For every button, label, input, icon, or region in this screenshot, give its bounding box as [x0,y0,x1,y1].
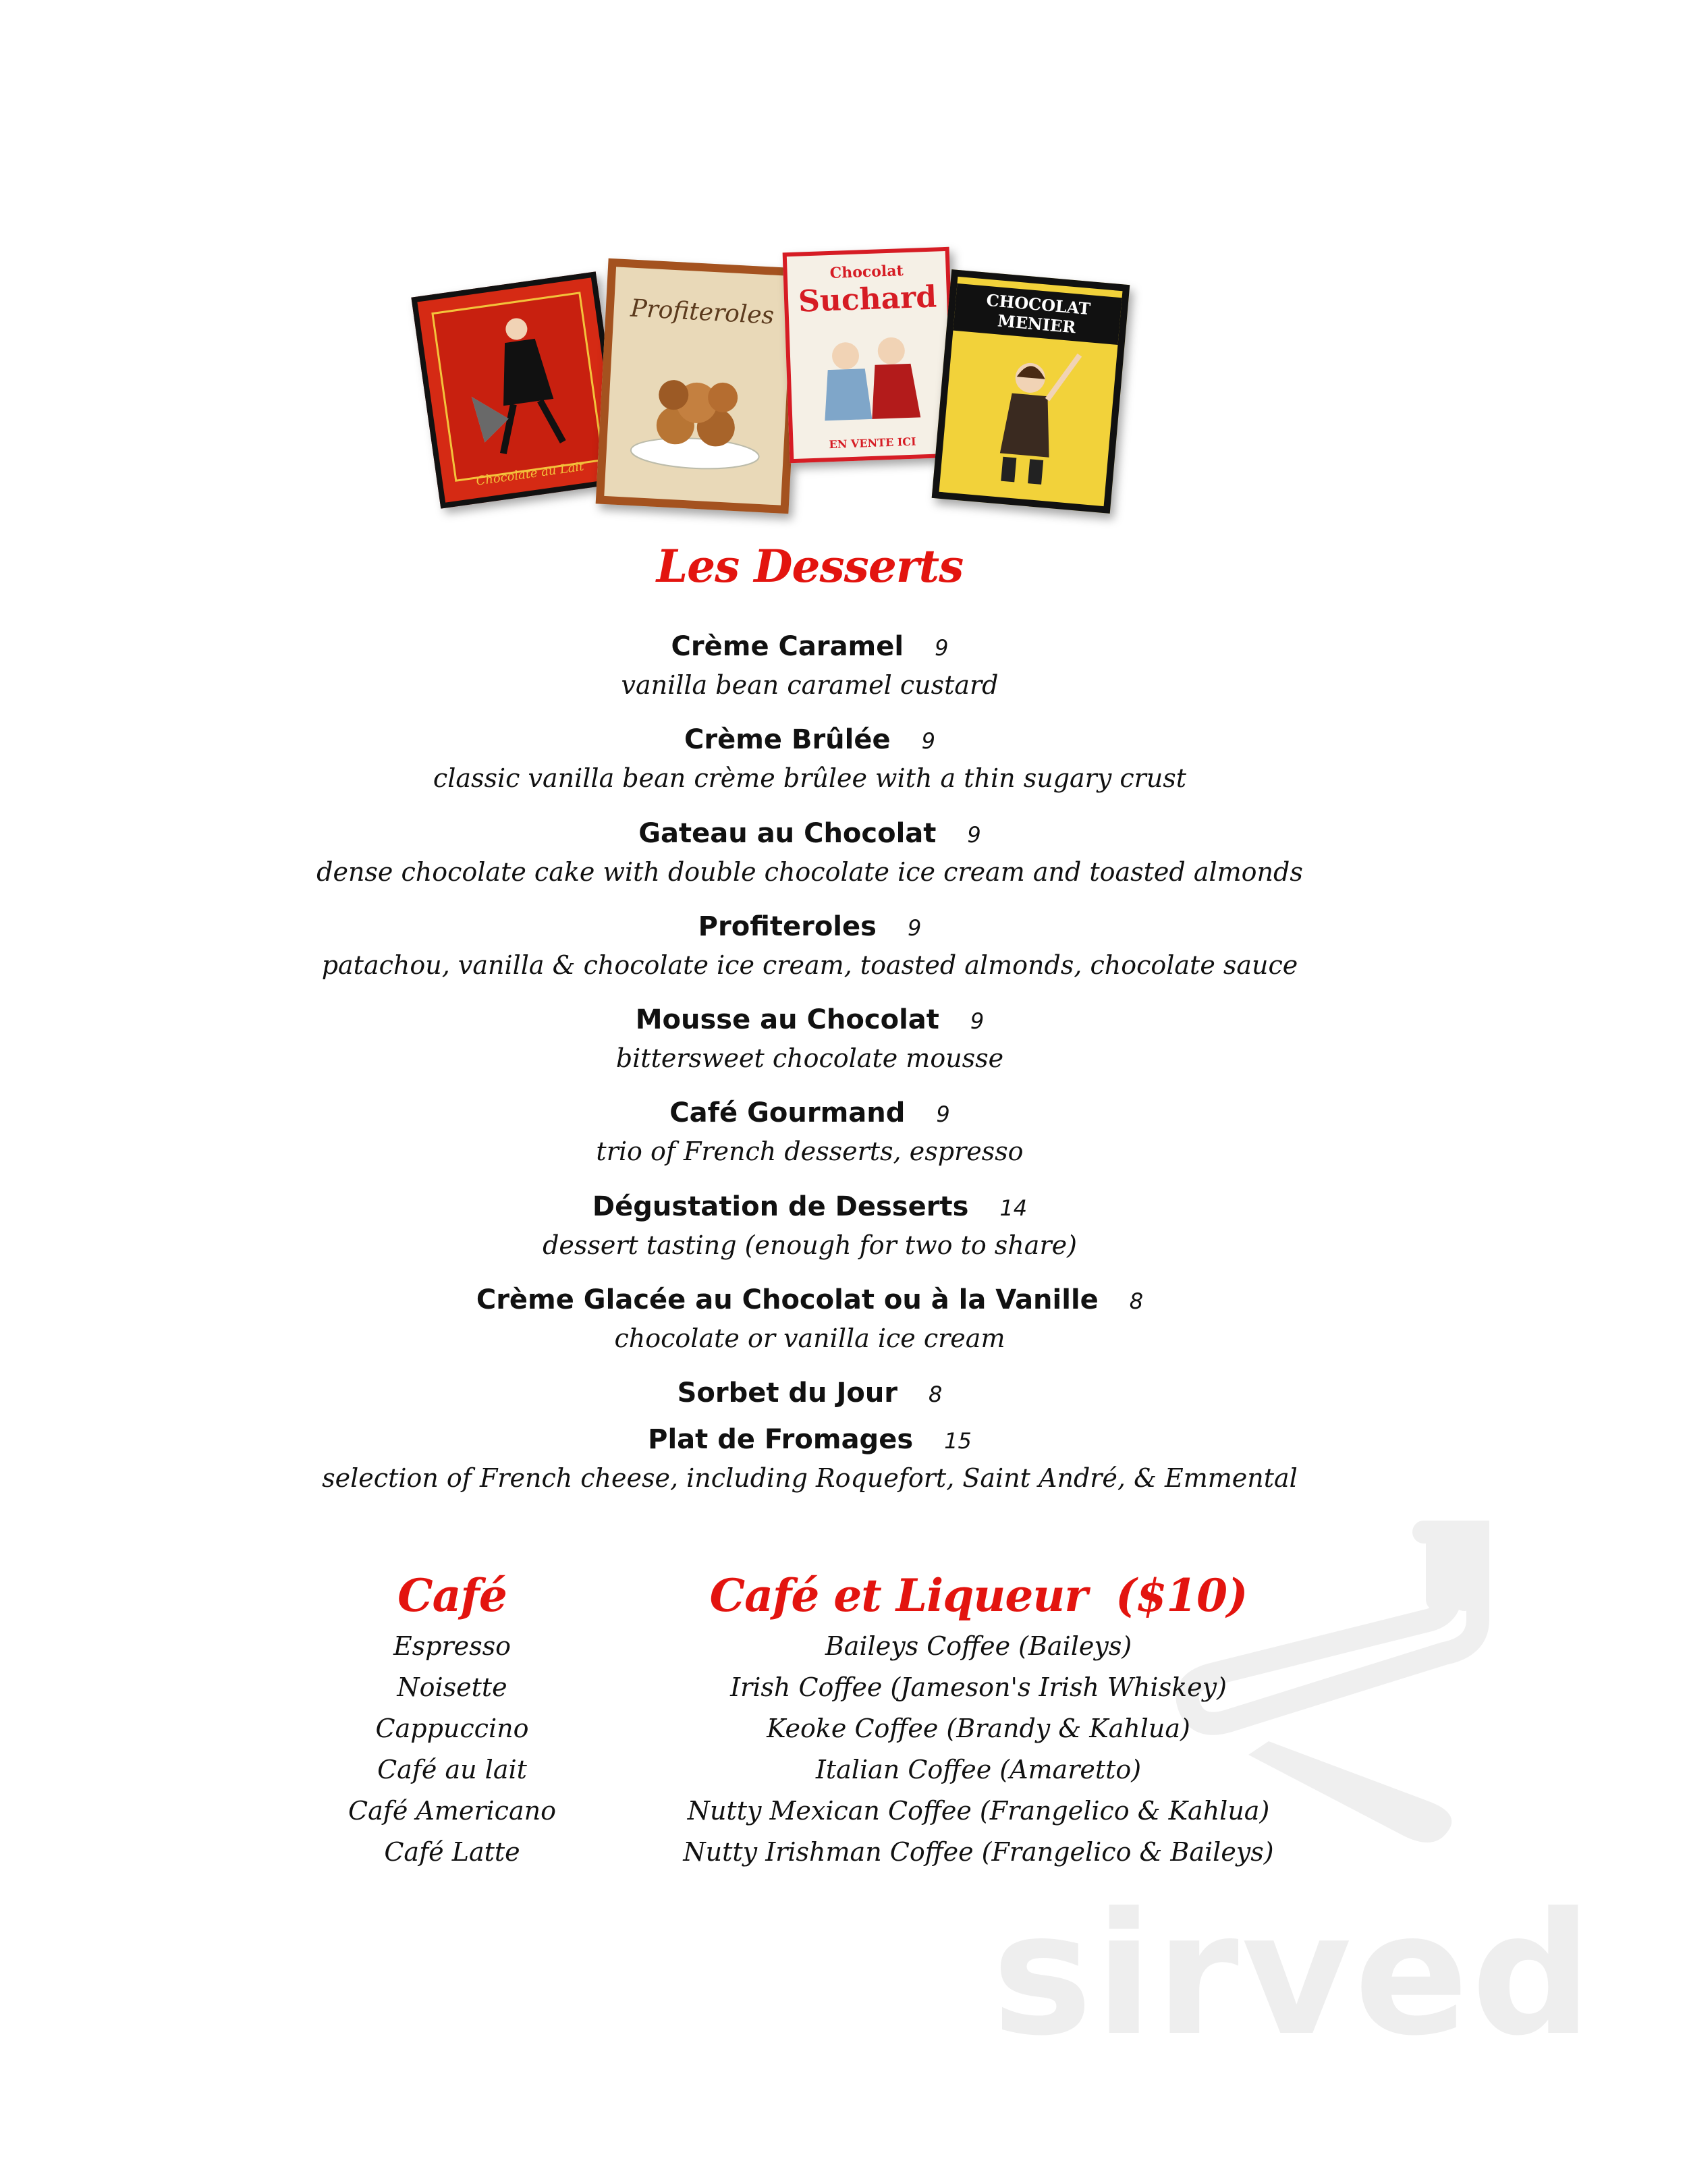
dessert-price: 9 [936,1101,950,1127]
dessert-name: Gateau au Chocolat [638,818,937,849]
dessert-name-line [202,1424,1417,1455]
cafe-item: Noisette [397,1672,507,1702]
dessert-name: Sorbet du Jour [677,1377,898,1409]
dessert-item [202,631,1417,700]
dessert-description: trio of French desserts, espresso [596,1137,1024,1166]
liqueur-item: Nutty Mexican Coffee (Frangelico & Kahlua) [687,1796,1270,1826]
dessert-item [202,1284,1417,1353]
liqueur-item: Irish Coffee (Jameson's Irish Whiskey) [730,1672,1227,1702]
cafe-item: Espresso [393,1631,511,1661]
desserts-title: Les Desserts [656,540,964,593]
poster-chocolat-au-lait [411,271,625,508]
dessert-price: 14 [999,1195,1028,1221]
dessert-name-line [202,818,1417,849]
dessert-item [202,1004,1417,1073]
dessert-name: Profiteroles [698,911,877,942]
dessert-price: 8 [929,1382,943,1407]
poster-brand: Suchard [798,279,937,319]
dessert-name: Café Gourmand [669,1097,906,1128]
liqueur-item: Italian Coffee (Amaretto) [815,1755,1142,1784]
dessert-price: 9 [970,1008,985,1034]
dessert-item [202,818,1417,887]
sirved-watermark: sirved [992,1876,1595,2073]
dessert-item [202,1191,1417,1260]
dessert-description: dense chocolate cake with double chocolate ice cream and toasted almonds [316,857,1303,887]
dessert-name-line [202,1284,1417,1315]
poster-profiteroles [596,258,802,514]
dessert-name-line [202,724,1417,755]
dessert-description: dessert tasting (enough for two to share) [543,1230,1077,1260]
liqueur-title: Café et Liqueur [709,1569,1088,1622]
poster-chocolat-menier [932,269,1130,514]
poster-caption-top: Chocolat [829,262,904,282]
liqueur-title-line [641,1569,1316,1622]
dessert-item [202,1424,1417,1493]
dessert-price: 9 [921,728,935,754]
dessert-price: 15 [944,1428,972,1454]
liqueur-item: Nutty Irishman Coffee (Frangelico & Baileys) [683,1837,1274,1867]
dessert-name-line [202,1377,1417,1409]
dessert-description: chocolate or vanilla ice cream [614,1323,1005,1353]
dessert-description: classic vanilla bean crème brûlee with a thin sugary crust [433,763,1187,793]
dessert-price: 9 [935,635,949,661]
dessert-description: selection of French cheese, including Roquefort, Saint André, & Emmental [322,1463,1298,1493]
dessert-name: Dégustation de Desserts [592,1191,969,1222]
poster-strip [418,243,1134,513]
poster-chocolat-suchard [783,247,957,463]
cafe-list [324,1626,580,1873]
dessert-name-line [202,1097,1417,1128]
dessert-price: 9 [967,822,981,848]
dessert-name: Plat de Fromages [648,1424,914,1455]
dessert-price: 9 [907,915,922,941]
poster-caption: CHOCOLAT MENIER [953,283,1122,345]
cafe-item: Cappuccino [375,1714,529,1743]
profiteroles-illustration [604,267,792,505]
cafe-item: Café au lait [377,1755,527,1784]
dessert-item [202,1097,1417,1166]
girl-writing-illustration [939,277,1123,506]
poster-caption: Profiteroles [630,294,775,330]
liqueur-list [641,1626,1316,1873]
dessert-name: Crème Glacée au Chocolat ou à la Vanille [476,1284,1099,1315]
dessert-name: Mousse au Chocolat [635,1004,939,1035]
dessert-item [202,1377,1417,1409]
dessert-name-line [202,631,1417,662]
dessert-description: vanilla bean caramel custard [621,670,999,700]
cafe-item: Café Americano [348,1796,556,1826]
two-children-illustration [787,251,952,459]
liqueur-section [641,1569,1316,1873]
dessert-name-line [202,1004,1417,1035]
dessert-name-line [202,911,1417,942]
dessert-description: patachou, vanilla & chocolate ice cream, toasted almonds, chocolate sauce [321,950,1298,980]
dessert-name: Crème Caramel [671,631,904,662]
poster-caption: Chocolate au Lait [475,459,585,489]
dessert-item [202,911,1417,980]
desserts-section [202,540,1417,593]
liqueur-item: Baileys Coffee (Baileys) [825,1631,1132,1661]
cafe-item: Café Latte [384,1837,520,1867]
dessert-description: bittersweet chocolate mousse [615,1043,1004,1073]
cafe-section [324,1569,580,1873]
poster-caption-bottom: EN VENTE ICI [829,435,916,452]
cafe-title: Café [397,1569,507,1622]
dessert-item [202,724,1417,793]
dessert-price: 8 [1129,1288,1144,1314]
liqueur-item: Keoke Coffee (Brandy & Kahlua) [767,1714,1190,1743]
liqueur-price: ($10) [1115,1569,1248,1622]
dessert-name-line [202,1191,1417,1222]
dessert-name: Crème Brûlée [684,724,891,755]
